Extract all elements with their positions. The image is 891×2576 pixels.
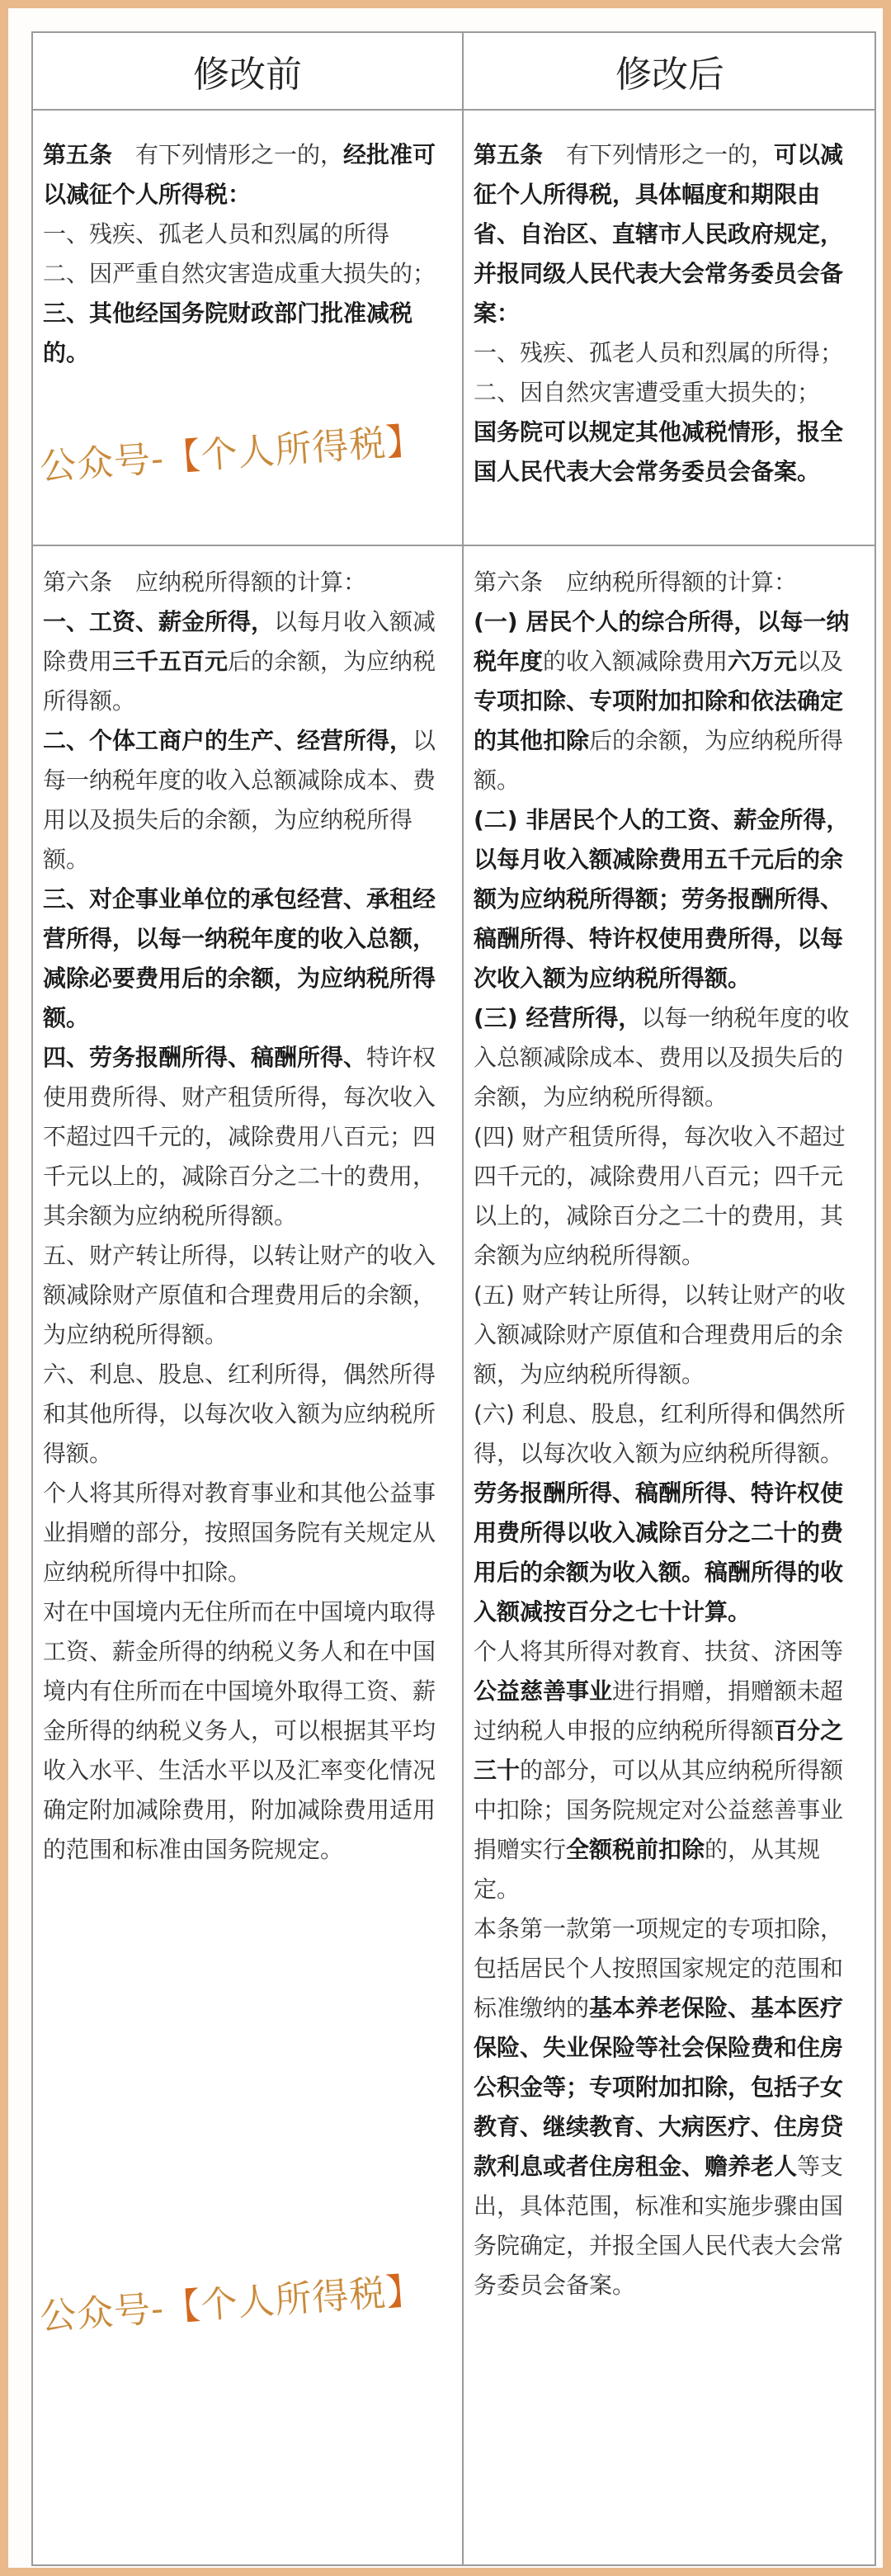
watermark-prefix: 公众号- [38, 437, 166, 488]
comparison-table [31, 31, 876, 2566]
paragraph [474, 413, 865, 492]
article6-before [33, 563, 462, 1870]
article5-before [33, 135, 462, 373]
text-run: 专项扣除、专项附加扣除和依法确定的其他扣除 [474, 687, 844, 754]
text-run: 一、工资、薪金所得， [43, 608, 275, 635]
row-divider [33, 545, 874, 546]
watermark-open: 【 [163, 2285, 203, 2330]
text-run: 第六条 应纳税所得额的计算： [474, 569, 798, 596]
text-run: 一、残疾、孤老人员和烈属的所得 [43, 220, 390, 248]
text-run: 可以减征个人所得税，具体幅度和期限由省、自治区、直辖市人民政府规定，并报同级人民代表大会常务委员会备案： [474, 141, 844, 327]
paragraph [43, 215, 450, 254]
text-run: 劳务报酬所得、稿酬所得、特许权使用费所得以收入减除百分之二十的费用后的余额为收入额。稿酬所得的收入额减按百分之七十计算。 [474, 1479, 844, 1625]
text-run: 本条第一款第一项规定的专项扣除，包括居民个人按照国家规定的范围和标准缴纳的 [474, 1915, 844, 2022]
text-run: (六) 利息、股息，红利所得和偶然所得，以每次收入额为应纳税所得额。 [474, 1400, 846, 1467]
text-run: 全额税前扣除 [566, 1836, 705, 1863]
text-run: 以每月收入额减除费用 [43, 608, 436, 675]
text-run: 第五条 [43, 141, 136, 168]
paragraph [43, 563, 450, 602]
paragraph [43, 721, 450, 880]
watermark-top [38, 411, 425, 490]
text-run: 三、对企事业单位的承包经营、承租经营所得，以每一纳税年度的收入总额，减除必要费用后的余额，为应纳税所得额。 [43, 885, 436, 1031]
watermark-close: 】 [384, 419, 425, 465]
paragraph [474, 1394, 865, 1474]
paragraph [474, 1276, 865, 1394]
text-run: 三千五百元 [112, 648, 229, 675]
article6-after [464, 563, 876, 2305]
header-divider [33, 109, 874, 111]
paragraph [43, 1474, 450, 1592]
text-run: 特许权使用费所得、财产租赁所得，每次收入不超过四千元的，减除费用八百元；四千元以上的，减除百分之二十的费用，其余额为应纳税所得额。 [43, 1044, 436, 1229]
paragraph [474, 1632, 865, 1909]
text-run: 一、残疾、孤老人员和烈属的所得； [474, 339, 844, 366]
text-run: (二) 非居民个人的工资、薪金所得，以每月收入额减除费用五千元后的余额为应纳税所得额；劳务报酬所得、稿酬所得、特许权使用费所得，以每次收入额为应纳税所得额。 [474, 806, 850, 992]
text-run: 以每一纳税年度的收入总额减除成本、费用以及损失后的余额，为应纳税所得额。 [43, 727, 436, 873]
text-run: 有下列情形之一的， [135, 141, 344, 168]
paragraph [474, 563, 865, 602]
paragraph [474, 1117, 865, 1276]
text-run: 经批准可以减征个人所得税： [43, 141, 436, 208]
text-run: (一) 居民个人的综合所得，以每一纳税年度 [474, 608, 850, 675]
text-run: 等支出，具体范围，标准和实施步骤由国务院确定，并报全国人民代表大会常务委员会备案。 [474, 2153, 844, 2299]
text-run: 第五条 [474, 141, 567, 168]
text-run: 基本养老保险、基本医疗保险、失业保险等社会保险费和住房公积金等；专项附加扣除，包括子女教育、继续教育、大病医疗、住房贷款利息或者住房租金、赡养老人 [474, 1994, 844, 2180]
text-run: 后的余额，为应纳税所得额。 [43, 648, 436, 715]
watermark-close: 】 [384, 2269, 425, 2314]
text-run: 公益慈善事业 [474, 1677, 613, 1705]
article5-after [464, 135, 876, 492]
paragraph [474, 135, 865, 333]
text-run: 以及 [797, 648, 844, 675]
paragraph [474, 998, 865, 1117]
paragraph [43, 254, 450, 294]
paragraph [43, 135, 450, 215]
text-run: 三、其他经国务院财政部门批准减税的。 [43, 300, 413, 366]
watermark-bottom [38, 2261, 425, 2340]
text-run: 五、财产转让所得，以转让财产的收入额减除财产原值和合理费用后的余额，为应纳税所得额。 [43, 1242, 436, 1348]
text-run: (四) 财产租赁所得，每次收入不超过四千元的，减除费用八百元；四千元以上的，减除百分之二十的费用，其余额为应纳税所得额。 [474, 1123, 846, 1269]
watermark-prefix: 公众号- [38, 2287, 166, 2338]
paragraph [43, 602, 450, 721]
watermark-name: 个人所得税 [199, 422, 388, 478]
paragraph [43, 294, 450, 373]
paragraph [474, 1909, 865, 2305]
text-run: 二、因自然灾害遭受重大损失的； [474, 379, 821, 406]
text-run: 六万元 [728, 648, 798, 675]
paragraph [43, 1038, 450, 1236]
text-run: 个人将其所得对教育、扶贫、济困等 [474, 1638, 844, 1665]
paragraph [43, 880, 450, 1038]
watermark-name: 个人所得税 [199, 2272, 388, 2328]
header-after: 修改后 [615, 54, 724, 96]
text-run: 对在中国境内无住所而在中国境内取得工资、薪金所得的纳税义务人和在中国境内有住所而在中国境外取得工资、薪金所得的纳税义务人，可以根据其平均收入水平、生活水平以及汇率变化情况确定附加减除费用，附加减除费用适用的范围和标准由国务院规定。 [43, 1598, 436, 1863]
text-run: 的，从其规定。 [474, 1836, 821, 1903]
text-run: 以每一纳税年度的收入总额减除成本、费用以及损失后的余额，为应纳税所得额。 [474, 1004, 850, 1111]
text-run: 第六条 应纳税所得额的计算： [43, 569, 367, 596]
text-run: 进行捐赠，捐赠额未超过纳税人申报的应纳税所得额 [474, 1677, 844, 1744]
paragraph [474, 1474, 865, 1632]
text-run: 六、利息、股息、红利所得，偶然所得和其他所得，以每次收入额为应纳税所得额。 [43, 1361, 436, 1467]
text-run: (三) 经营所得， [474, 1004, 642, 1031]
text-run: 有下列情形之一的， [566, 141, 775, 168]
paragraph [474, 373, 865, 413]
text-run: 的部分，可以从其应纳税所得额中扣除；国务院规定对公益慈善事业捐赠实行 [474, 1757, 844, 1863]
paragraph [43, 1355, 450, 1474]
text-run: 二、因严重自然灾害造成重大损失的； [43, 260, 436, 287]
text-run: 二、个体工商户的生产、经营所得， [43, 727, 413, 754]
text-run: 百分之三十 [474, 1717, 844, 1784]
paragraph [43, 1592, 450, 1870]
text-run: 四、劳务报酬所得、稿酬所得、 [43, 1044, 367, 1071]
paragraph [474, 800, 865, 998]
text-run: 后的余额，为应纳税所得额。 [474, 727, 844, 794]
paragraph [474, 333, 865, 373]
paragraph [43, 1236, 450, 1355]
text-run: 国务院可以规定其他减税情形，报全国人民代表大会常务委员会备案。 [474, 418, 844, 485]
watermark-open: 【 [163, 435, 203, 480]
text-run: 个人将其所得对教育事业和其他公益事业捐赠的部分，按照国务院有关规定从应纳税所得中扣除。 [43, 1479, 436, 1586]
paragraph [474, 602, 865, 800]
header-before: 修改前 [193, 54, 302, 96]
text-run: 的收入额减除费用 [543, 648, 728, 675]
text-run: (五) 财产转让所得，以转让财产的收入额减除财产原值和合理费用后的余额，为应纳税所得额。 [474, 1281, 846, 1388]
